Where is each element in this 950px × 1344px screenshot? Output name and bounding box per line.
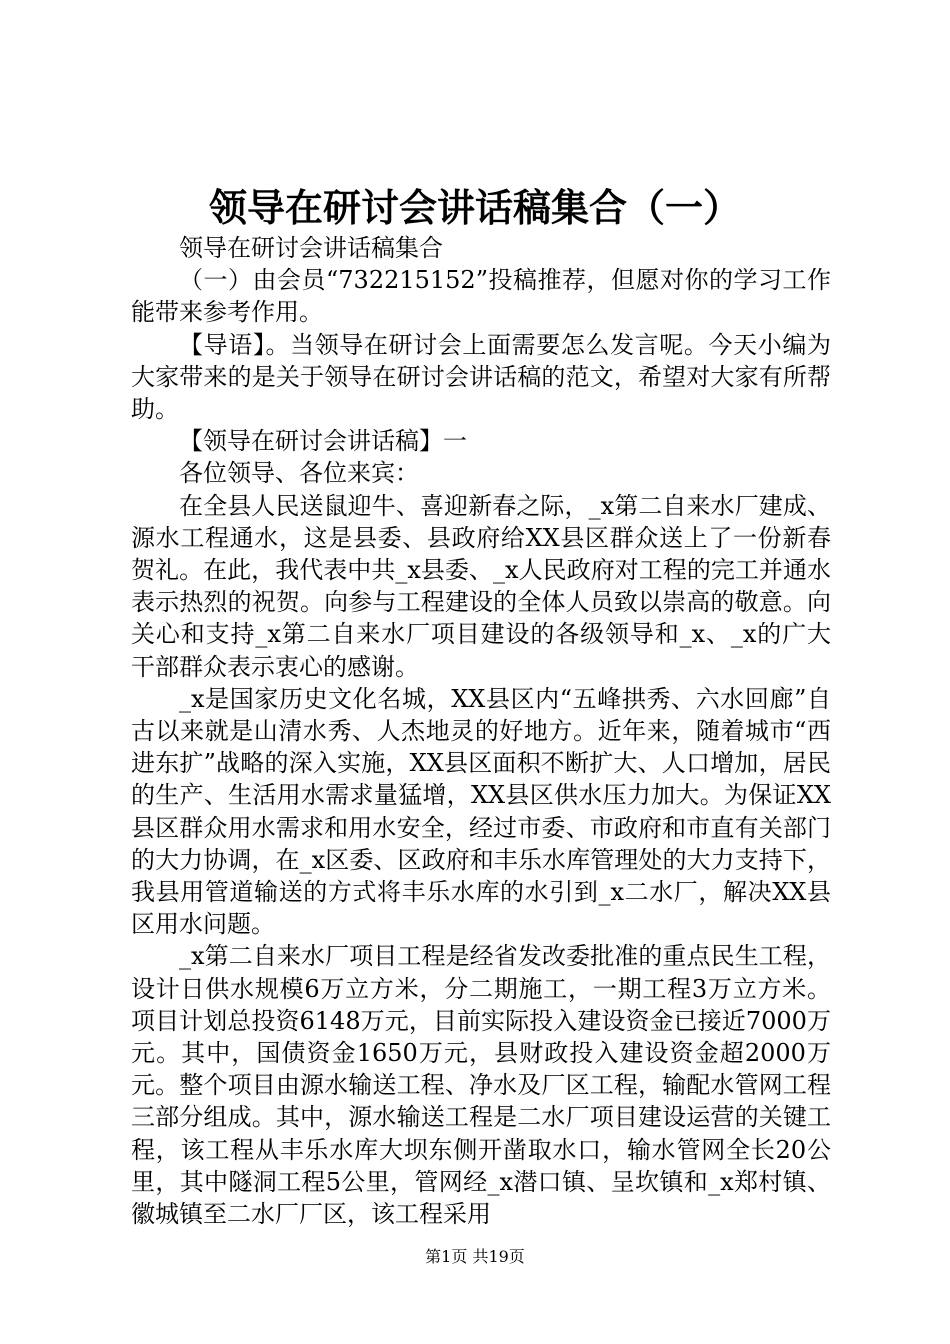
document-title: 领导在研讨会讲话稿集合（一） — [208, 185, 741, 230]
paragraph: 领导在研讨会讲话稿集合 — [179, 234, 443, 262]
paragraph: _x是国家历史文化名城，XX县区内“五峰拱秀、六水回廊”自古以来就是山清水秀、人杰地灵的好地方。近年来，随着城市“西进东扩”战略的深入实施，XX县区面积不断扩大、人口增加，居民的生产、生活用水需求量猛增，XX县区供水压力加大。为保证XX县区群众用水需求和用水安全，经过市委、市政府和市直有关部门的大力协调，在_x区委、区政府和丰乐水库管理处的大力支持下，我县用管道输送的方式将丰乐水库的水引到_x二水厂，解决XX县区用水问题。 — [131, 684, 831, 939]
document-body — [131, 232, 831, 1230]
page-footer: 第1页 共19页 — [425, 1247, 525, 1266]
paragraph: _x第二自来水厂项目工程是经省发改委批准的重点民生工程，设计日供水规模6万立方米，分二期施工，一期工程3万立方米。项目计划总投资6148万元，目前实际投入建设资金已接近7000万元。其中，国债资金1650万元，县财政投入建设资金超2000万元。整个项目由源水输送工程、净水及厂区工程，输配水管网工程三部分组成。其中，源水输送工程是二水厂项目建设运营的关键工程，该工程从丰乐水库大坝东侧开凿取水口，输水管网全长20公里，其中隧洞工程5公里，管网经_x潜口镇、呈坎镇和_x郑村镇、徽城镇至二水厂厂区，该工程采用 — [131, 942, 831, 1229]
paragraph: （一）由会员“732215152”投稿推荐，但愿对你的学习工作能带来参考作用。 — [131, 266, 831, 327]
paragraph: 在全县人民送鼠迎牛、喜迎新春之际，_x第二自来水厂建成、源水工程通水，这是县委、县政府给XX县区群众送上了一份新春贺礼。在此，我代表中共_x县委、_x人民政府对工程的完工并通水表示热烈的祝贺。向参与工程建设的全体人员致以崇高的敬意。向关心和支持_x第二自来水厂项目建设的各级领导和_x、_x的广大干部群众表示衷心的感谢。 — [131, 491, 831, 681]
paragraph: 各位领导、各位来宾： — [179, 459, 419, 488]
paragraph: 【领导在研讨会讲话稿】一 — [179, 427, 467, 456]
paragraph: 【导语】。当领导在研讨会上面需要怎么发言呢。今天小编为大家带来的是关于领导在研讨会讲话稿的范文，希望对大家有所帮助。 — [131, 330, 831, 424]
